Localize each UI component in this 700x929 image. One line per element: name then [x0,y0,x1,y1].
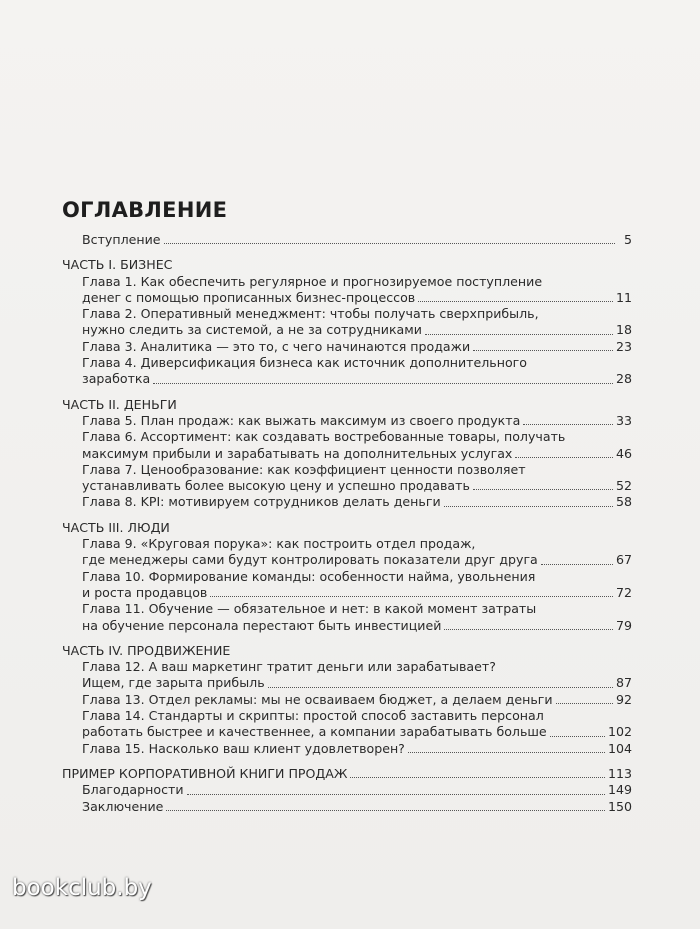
page-number: 67 [615,552,632,568]
toc-chapter [62,339,632,355]
toc-chapter [62,355,632,388]
dot-leader [550,736,605,737]
page-number: 87 [615,675,632,691]
dot-leader [473,489,613,490]
entry-text: нужно следить за системой, а не за сотрудниками [82,322,422,338]
toc-chapter [62,741,632,757]
entry-text: Глава 3. Аналитика — это то, с чего начинаются продажи [82,338,471,354]
entry-text: устанавливать более высокую цену и успешно продавать [82,478,470,494]
toc-chapter [62,692,632,708]
dot-leader [166,810,605,811]
entry-text: Благодарности [82,782,184,798]
entry-text: и роста продавцов [82,584,208,600]
entry-text: Ищем, где зарыта прибыль [82,675,265,691]
entry-text: Глава 5. План продаж: как выжать максимум из своего продукта [82,412,521,428]
toc-chapter [62,429,632,462]
dot-leader [515,457,613,458]
dot-leader [541,564,613,565]
toc-chapter [62,413,632,429]
page-number: 149 [607,782,632,798]
entry-text: где менеджеры сами будут контролировать показатели друг друга [82,552,538,568]
toc-chapter [62,659,632,692]
toc-intro [62,232,632,248]
entry-text: заработка [82,371,151,387]
entry-text: Глава 8. KPI: мотивируем сотрудников делать деньги [82,494,441,510]
page-number: 5 [623,232,632,247]
toc-chapter [62,601,632,634]
toc-conclusion [62,799,632,815]
entry-text: Глава 12. А ваш маркетинг тратит деньги или зарабатывает? [82,659,496,675]
entry-text: Глава 14. Стандарты и скрипты: простой способ заставить персонал [82,708,544,724]
entry-text: Глава 11. Обучение — обязательное и нет: в какой момент затраты [82,601,537,617]
dot-leader [523,424,613,425]
page-number: 72 [615,584,632,600]
part-heading: ЧАСТЬ I. БИЗНЕС [62,257,173,273]
page-number: 52 [615,478,632,494]
toc-acknowledgements [62,782,632,798]
page-number: 92 [615,691,632,707]
page-title: ОГЛАВЛЕНИЕ [62,198,228,222]
dot-leader [444,629,613,630]
dot-leader [153,383,613,384]
dot-leader [187,794,605,795]
dot-leader [473,350,613,351]
part-heading: ЧАСТЬ II. ДЕНЬГИ [62,396,177,412]
page-number: 11 [615,289,632,305]
entry-text: Заключение [82,798,164,814]
page-number: 46 [615,445,632,461]
toc-chapter [62,708,632,741]
toc-chapter [62,274,632,307]
page-number: 58 [615,494,632,510]
entry-text: Глава 1. Как обеспечить регулярное и прогнозируемое поступление [82,273,543,289]
dot-leader [164,243,615,244]
entry-text: Глава 4. Диверсификация бизнеса как источник дополнительного [82,355,527,371]
part-heading: ЧАСТЬ III. ЛЮДИ [62,519,170,535]
dot-leader [444,506,613,507]
entry-text: Вступление [82,232,161,247]
page-number: 150 [607,798,632,814]
dot-leader [425,334,613,335]
entry-text: денег с помощью прописанных бизнес-процессов [82,289,416,305]
dot-leader [408,752,605,753]
page-number: 28 [615,371,632,387]
entry-text: ПРИМЕР КОРПОРАТИВНОЙ КНИГИ ПРОДАЖ [62,765,348,781]
page-number: 33 [615,412,632,428]
toc-chapter [62,569,632,602]
entry-text: Глава 6. Ассортимент: как создавать востребованные товары, получать [82,429,566,445]
page-number: 113 [607,765,632,781]
entry-text: работать быстрее и качественнее, а компании зарабатывать больше [82,724,547,740]
toc-chapter [62,462,632,495]
page-number: 102 [607,724,632,740]
dot-leader [268,687,613,688]
page-number: 23 [615,338,632,354]
entry-text: на обучение персонала перестают быть инвестицией [82,617,442,633]
table-of-contents [62,232,632,815]
entry-text: Глава 7. Ценообразование: как коэффициент ценности позволяет [82,461,526,477]
entry-text: Глава 15. Насколько ваш клиент удовлетворен? [82,740,405,756]
page-number: 104 [607,740,632,756]
entry-text: Глава 10. Формирование команды: особенности найма, увольнения [82,568,536,584]
dot-leader [556,703,613,704]
entry-text: Глава 2. Оперативный менеджмент: чтобы получать сверхприбыль, [82,306,539,322]
dot-leader [210,596,613,597]
page-number: 18 [615,322,632,338]
toc-chapter [62,306,632,339]
part-heading: ЧАСТЬ IV. ПРОДВИЖЕНИЕ [62,642,231,658]
toc-appendix [62,766,632,782]
dot-leader [350,777,605,778]
entry-text: максимум прибыли и зарабатывать на дополнительных услугах [82,445,513,461]
dot-leader [418,301,613,302]
entry-text: Глава 9. «Круговая порука»: как построить отдел продаж, [82,536,476,552]
watermark: bookclub.by [12,875,152,901]
entry-text: Глава 13. Отдел рекламы: мы не осваиваем бюджет, а делаем деньги [82,691,553,707]
toc-chapter [62,494,632,510]
page-number: 79 [615,617,632,633]
toc-chapter [62,536,632,569]
